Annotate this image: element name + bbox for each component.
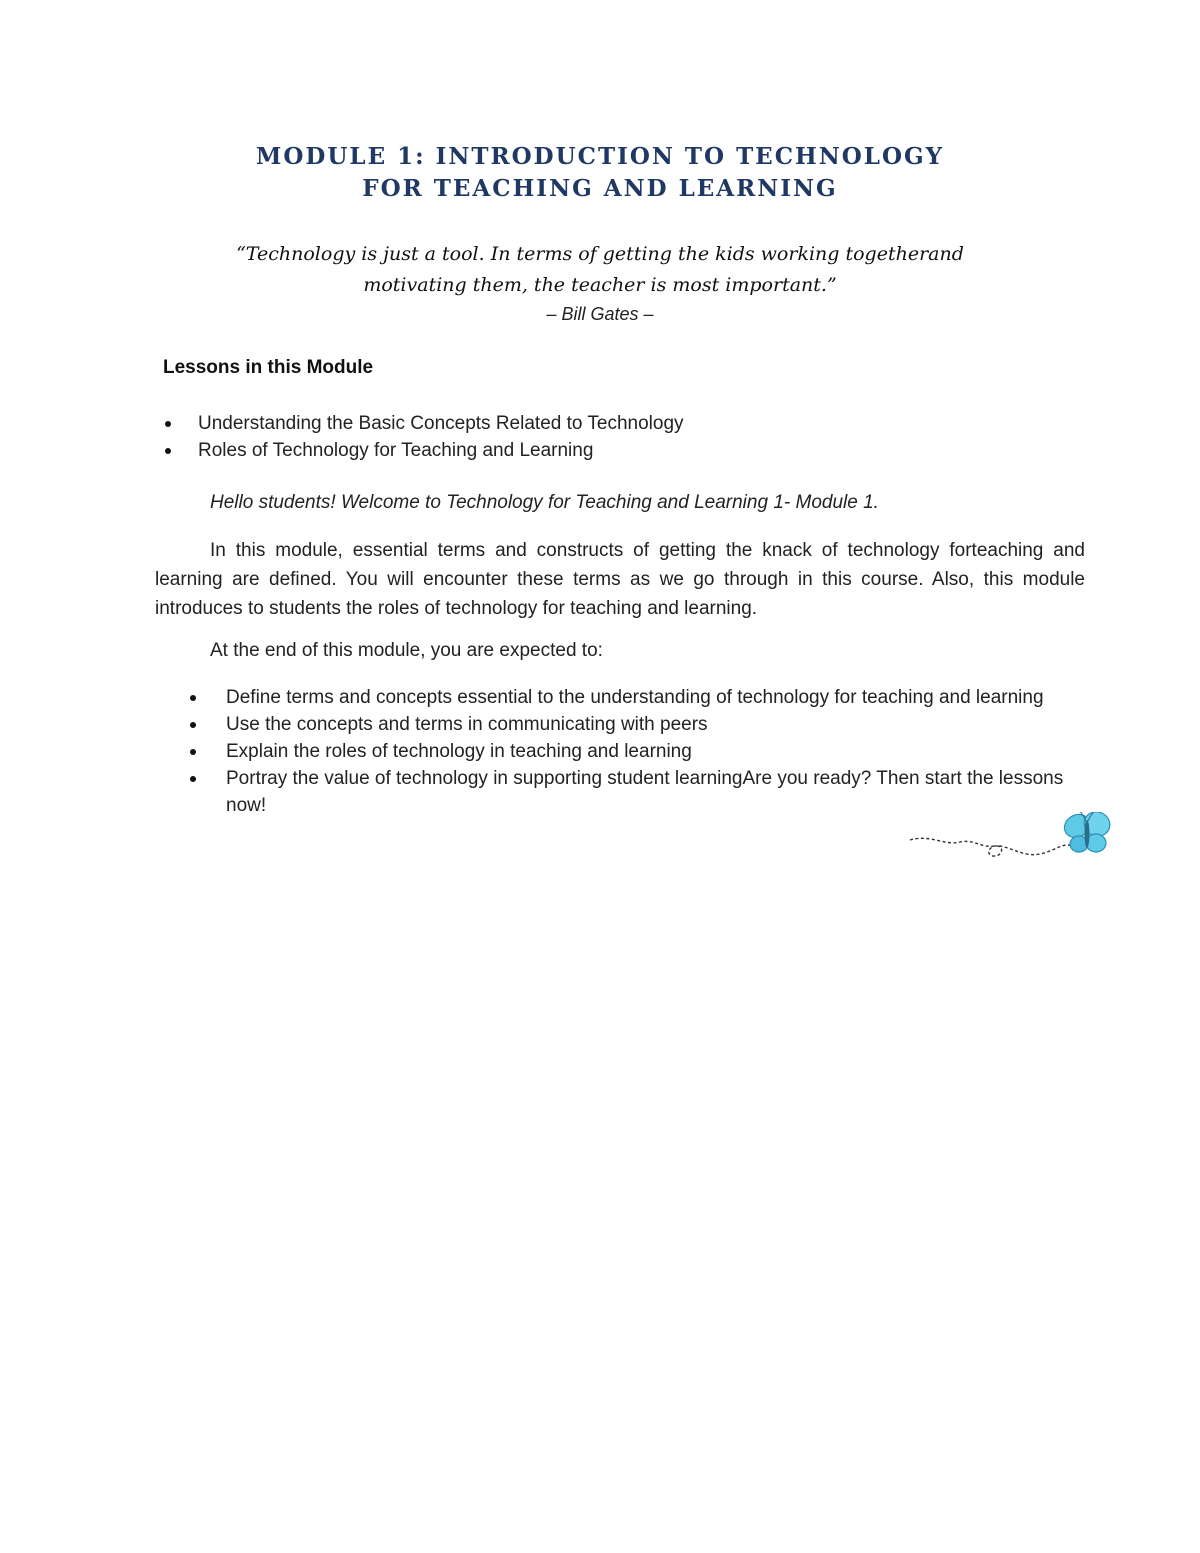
bullet-icon (165, 421, 171, 427)
list-item (188, 765, 1088, 819)
intro-paragraph: In this module, essential terms and constructs of getting the knack of technology forteaching and learning are defined. You will encounter these terms as we go through in this course. Also, this module introduces to students the roles of technology for teaching and learning. (155, 540, 1085, 619)
objective-label: Explain the roles of technology in teaching and learning (226, 741, 692, 762)
list-item (188, 738, 1088, 765)
welcome-text: Hello students! Welcome to Technology for Teaching and Learning 1- Module 1. (210, 492, 879, 513)
objective-label: Use the concepts and terms in communicating with peers (226, 714, 708, 735)
butterfly-icon (905, 812, 1120, 877)
list-item (163, 410, 684, 437)
objective-label: Define terms and concepts essential to the understanding of technology for teaching and learning (226, 687, 1044, 708)
quote-line-1: “Technology is just a tool. In terms of getting the kids working togetherand (236, 243, 964, 265)
lesson-label: Understanding the Basic Concepts Related to Technology (198, 413, 684, 434)
lessons-heading: Lessons in this Module (163, 357, 374, 378)
list-item (163, 437, 684, 464)
quote-line-2: motivating them, the teacher is most important.” (363, 274, 837, 296)
bullet-icon (190, 695, 196, 701)
bullet-icon (190, 749, 196, 755)
lesson-label: Roles of Technology for Teaching and Learning (198, 440, 594, 461)
lessons-list (163, 410, 684, 464)
objective-label: Portray the value of technology in supporting student learningAre you ready? Then start the lessons now! (226, 768, 1064, 816)
objectives-list (188, 684, 1088, 819)
list-item (188, 684, 1088, 711)
bullet-icon (190, 776, 196, 782)
bullet-icon (165, 448, 171, 454)
expected-intro: At the end of this module, you are expected to: (210, 640, 603, 661)
quote-author: – Bill Gates – (546, 304, 654, 324)
module-title-line-1: MODULE 1: INTRODUCTION TO TECHNOLOGY (255, 143, 945, 170)
list-item (188, 711, 1088, 738)
module-title-line-2: FOR TEACHING AND LEARNING (362, 175, 838, 202)
bullet-icon (190, 722, 196, 728)
